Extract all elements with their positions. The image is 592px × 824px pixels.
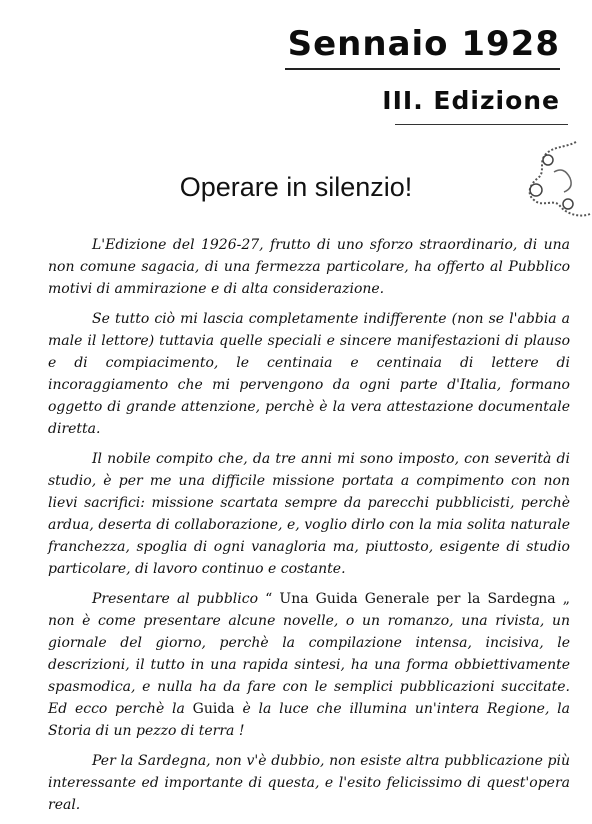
header-title: Sennaio 1928 [287, 24, 560, 64]
paragraph [48, 588, 570, 742]
paragraph-text: Presentare al pubblico [92, 591, 259, 607]
edition-rule [395, 124, 568, 125]
guida-word: Guida [192, 701, 235, 717]
paragraph: L'Edizione del 1926-27, frutto di uno sforzo straordinario, di una non comune sagacia, di una fermezza particolare, ha offerto al Pubblico motivi di ammirazione e di alta considerazione. [48, 237, 570, 297]
paragraph-text: non è come presentare alcune novelle, o un romanzo, una rivista, un giornale del giorno, perchè la compilazione intensa, incisiva, le descrizioni, il tutto in una rapida sintesi, ha una forma obbiettivamente spasmodica, e nulla ha da fare con le semplici pubblicazioni succitate. Ed ecco perchè la [48, 613, 570, 717]
page-heading: Operare in silenzio! [179, 172, 413, 202]
paragraph: Il nobile compito che, da tre anni mi sono imposto, con severità di studio, è per me una difficile missione portata a compimento con non lievi sacrifici: missione scartata sempre da parecchi pubblicisti, perchè ardua, deserta di collaborazione, e, voglio dirlo con la mia solita naturale franchezza, spoglia di ogni vanagloria ma, piuttosto, esigente di studio particolare, di lavoro continuo e costante. [48, 451, 570, 577]
header-rule [285, 68, 560, 70]
paragraph: Per la Sardegna, non v'è dubbio, non esiste altra pubblicazione più interessante ed importante di questa, e l'esito felicissimo di quest'opera real. [48, 753, 570, 813]
body-text [48, 234, 570, 824]
paragraph-text: è la luce che illumina un'intera Regione, la Storia di un pezzo di terra ! [48, 701, 571, 739]
paragraph: Se tutto ciò mi lascia completamente indifferente (non se l'abbia a male il lettore) tuttavia quelle speciali e sincere manifestazioni di plauso e di compiacimento, le centinaia e centinaia di lettere di incoraggiamento che mi pervengono da ogni parte d'Italia, formano oggetto di grande attenzione, perchè è la vera attestazione documentale diretta. [48, 311, 570, 437]
edition-label: III. Edizione [382, 86, 560, 115]
guide-title-quote: “ Una Guida Generale per la Sardegna „ [265, 591, 571, 607]
